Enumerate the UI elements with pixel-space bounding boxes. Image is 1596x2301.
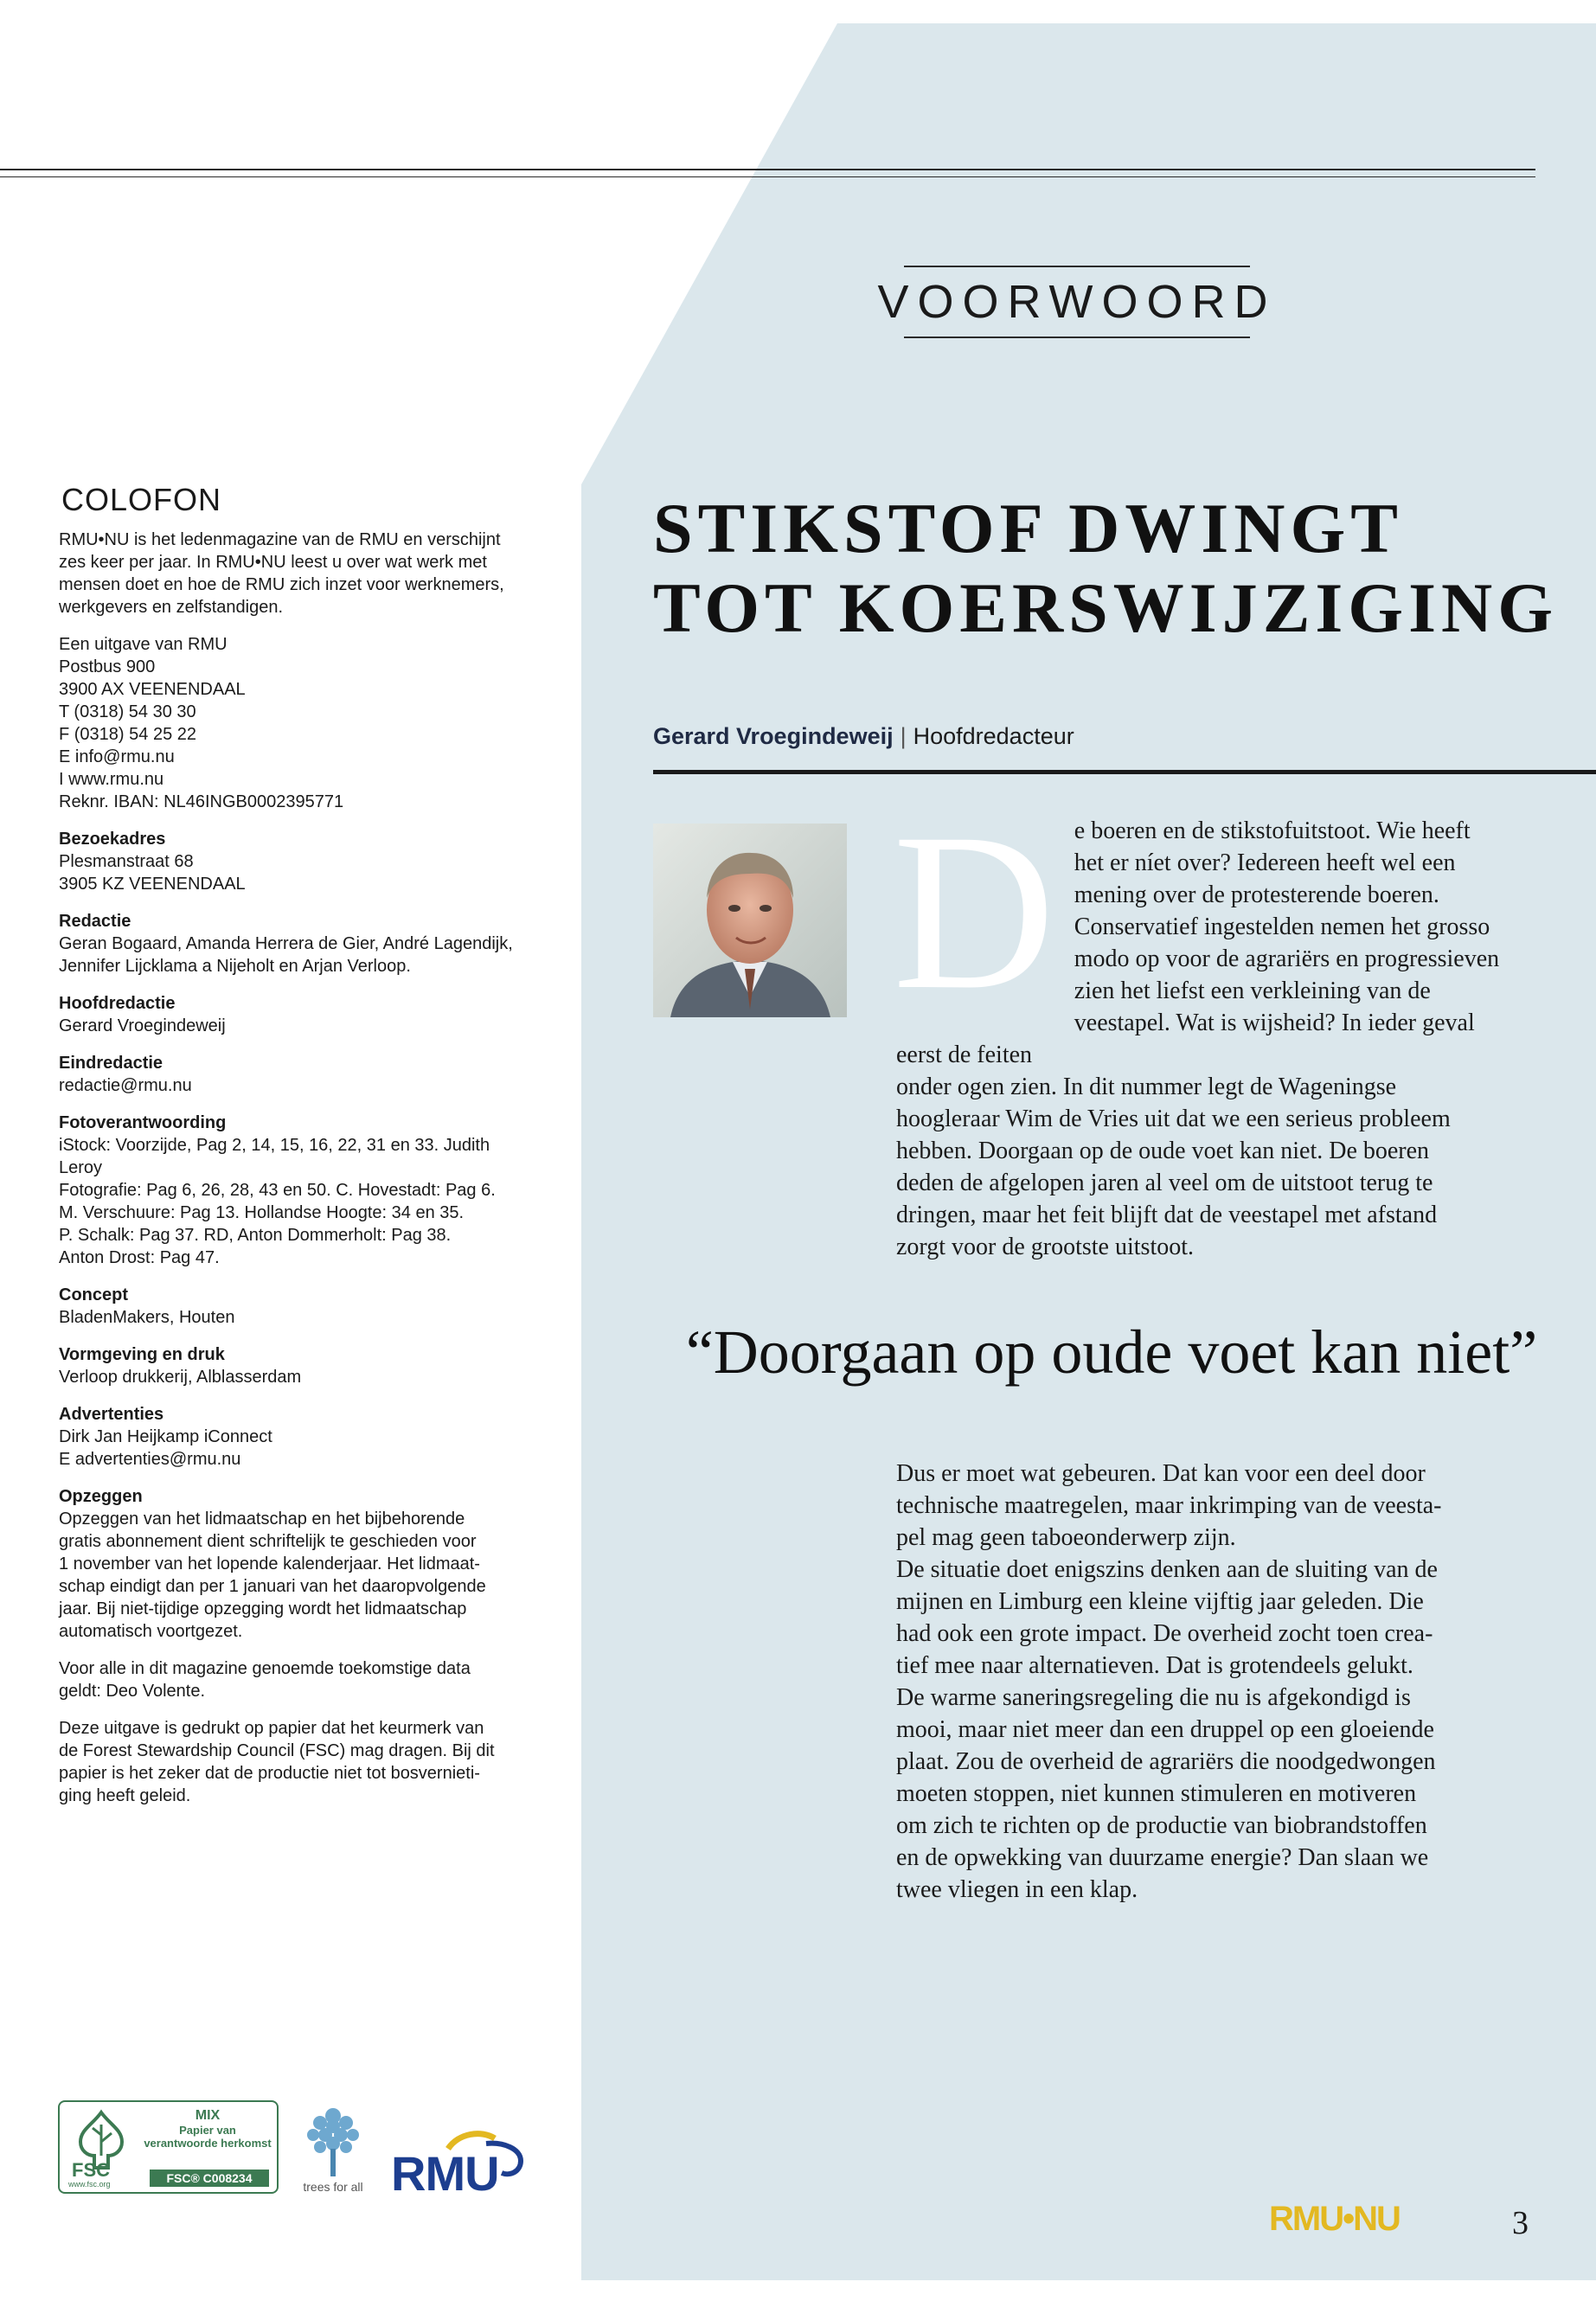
colofon-line: de Forest Stewardship Council (FSC) mag dragen. Bij dit	[59, 1741, 495, 1760]
byline	[653, 723, 1074, 750]
text-line: Dus er moet wat gebeuren. Dat kan voor een deel door	[896, 1460, 1426, 1487]
colofon-line: M. Verschuure: Pag 13. Hollandse Hoogte: 34 en 35.	[59, 1203, 465, 1222]
colofon-section-label: Opzeggen	[59, 1487, 143, 1506]
colofon-line: Deze uitgave is gedrukt op papier dat het keurmerk van	[59, 1719, 484, 1738]
colofon-section-label: Hoofdredactie	[59, 994, 176, 1013]
colofon-line: Reknr. IBAN: NL46INGB0002395771	[59, 792, 344, 811]
colofon-title: COLOFON	[61, 482, 222, 517]
text-line: om zich te richten op de productie van biobrandstoffen	[896, 1812, 1427, 1839]
colofon-section	[59, 992, 526, 1037]
text-line: pel mag geen taboeonderwerp zijn.	[896, 1524, 1236, 1551]
colofon-website-link[interactable]: I www.rmu.nu	[59, 770, 164, 789]
colofon-line: Voor alle in dit magazine genoemde toekomstige data	[59, 1659, 471, 1678]
colofon-section-label: Vormgeving en druk	[59, 1345, 225, 1364]
colofon-line: Opzeggen van het lidmaatschap en het bijbehorende	[59, 1509, 465, 1529]
colofon-line: 3905 KZ VEENENDAAL	[59, 875, 246, 894]
section-label	[877, 266, 1277, 338]
text-line: De warme saneringsregeling die nu is afgekondigd is	[896, 1684, 1411, 1711]
colofon-sections	[59, 828, 526, 1643]
byline-rule	[653, 770, 1596, 774]
article-headline	[653, 489, 1561, 648]
byline-separator: |	[900, 723, 907, 749]
text-line: dringen, maar het feit blijft dat de veestapel met afstand	[896, 1202, 1438, 1228]
colofon-line: automatisch voortgezet.	[59, 1622, 243, 1641]
text-line: en de opwekking van duurzame energie? Dan slaan we	[896, 1844, 1429, 1871]
author-portrait	[653, 824, 847, 1017]
rmunu-logo: RMU•NU	[1269, 2200, 1400, 2238]
colofon-line: RMU•NU is het ledenmagazine van de RMU en verschijnt	[59, 530, 501, 549]
colofon-line: gratis abonnement dient schriftelijk te geschieden voor	[59, 1532, 477, 1551]
colofon-line: iStock: Voorzijde, Pag 2, 14, 15, 16, 22, 31 en 33. Judith Leroy	[59, 1136, 490, 1177]
text-line: e boeren en de stikstofuitstoot. Wie heeft	[1074, 817, 1471, 844]
fsc-text-1: Papier van	[179, 2124, 236, 2137]
text-line: veestapel. Wat is wijsheid? In ieder geval eerst de feiten	[896, 1009, 1475, 1068]
text-line: het er níet over? Iedereen heeft wel een	[1074, 849, 1456, 876]
headline-line-2: TOT KOERSWIJZIGING	[653, 568, 1558, 647]
text-line: onder ogen zien. In dit nummer legt de Wageningse	[896, 1074, 1397, 1100]
colofon-line: Jennifer Lijcklama a Nijeholt en Arjan Verloop.	[59, 957, 411, 976]
fsc-code: FSC® C008234	[150, 2170, 269, 2187]
text-line: zien het liefst een verkleining van de	[1074, 977, 1431, 1004]
rmu-wordmark: RMU	[391, 2146, 499, 2201]
colofon-line: redactie@rmu.nu	[59, 1076, 192, 1095]
colofon-line: 1 november van het lopende kalenderjaar. Het lidmaat-	[59, 1554, 480, 1574]
author-role: Hoofdredacteur	[913, 723, 1074, 749]
section-title: VOORWOORD	[877, 276, 1277, 328]
fsc-mix: MIX	[195, 2108, 221, 2123]
colofon-line: ging heeft geleid.	[59, 1786, 191, 1805]
rmu-logo	[391, 2126, 529, 2201]
text-line: zorgt voor de grootste uitstoot.	[896, 1234, 1194, 1260]
colofon-section	[59, 1343, 526, 1388]
fsc-text-2: verantwoorde herkomst	[144, 2137, 272, 2150]
colofon-line: Geran Bogaard, Amanda Herrera de Gier, André Lagendijk,	[59, 934, 513, 953]
header-rule	[0, 169, 1535, 170]
colofon-line: werkgevers en zelfstandigen.	[59, 598, 284, 617]
colofon-section	[59, 1112, 526, 1269]
colofon-section	[59, 1052, 526, 1097]
page-number: 3	[1512, 2205, 1529, 2241]
colofon-section-label: Eindredactie	[59, 1054, 163, 1073]
headline-line-1: STIKSTOF DWINGT	[653, 489, 1403, 567]
colofon-line: papier is het zeker dat de productie niet tot bosvernieti-	[59, 1764, 480, 1783]
colofon-line: BladenMakers, Houten	[59, 1308, 235, 1327]
pull-quote: “Doorgaan op oude voet kan niet”	[685, 1317, 1538, 1387]
colofon-line: Postbus 900	[59, 657, 156, 676]
colofon-note	[59, 1657, 526, 1702]
trees-caption: trees for all	[303, 2180, 363, 2194]
text-line: mening over de protesterende boeren.	[1074, 881, 1439, 908]
text-line: hebben. Doorgaan op de oude voet kan niet. De boeren	[896, 1138, 1430, 1164]
text-line: deden de afgelopen jaren al veel om de uitstoot terug te	[896, 1170, 1433, 1196]
colofon-line: Dirk Jan Heijkamp iConnect	[59, 1427, 272, 1446]
header-rule-thin	[0, 176, 1535, 177]
colofon-section-label: Advertenties	[59, 1405, 164, 1424]
text-line: hoogleraar Wim de Vries uit dat we een serieus probleem	[896, 1106, 1451, 1132]
text-line: technische maatregelen, maar inkrimping van de veesta-	[896, 1492, 1442, 1519]
fsc-name: FSC	[72, 2159, 110, 2181]
colofon-line: geldt: Deo Volente.	[59, 1682, 206, 1701]
colofon-section	[59, 1284, 526, 1329]
colofon-line: mensen doet en hoe de RMU zich inzet voor werknemers,	[59, 575, 504, 594]
colofon-intro	[59, 529, 526, 619]
drop-cap: D	[893, 787, 1055, 1036]
text-line: Conservatief ingestelden nemen het grosso	[1074, 913, 1490, 940]
colofon-email-link[interactable]: E info@rmu.nu	[59, 747, 175, 766]
text-line: plaat. Zou de overheid de agrariërs die noodgedwongen	[896, 1748, 1436, 1775]
text-line: tief mee naar alternatieven. Dat is grotendeels gelukt.	[896, 1652, 1413, 1679]
colofon-line: Fotografie: Pag 6, 26, 28, 43 en 50. C. Hovestadt: Pag 6.	[59, 1181, 496, 1200]
colofon-line: Anton Drost: Pag 47.	[59, 1248, 220, 1267]
fsc-mix-label	[143, 2109, 272, 2150]
text-line: moeten stoppen, niet kunnen stimuleren en motiveren	[896, 1780, 1417, 1807]
colofon-line: E advertenties@rmu.nu	[59, 1450, 241, 1469]
text-line: had ook een grote impact. De overheid zocht toen crea-	[896, 1620, 1433, 1647]
author-name: Gerard Vroegindeweij	[653, 723, 894, 749]
text-line: mijnen en Limburg een kleine vijftig jaar geleden. Die	[896, 1588, 1424, 1615]
colofon-line: 3900 AX VEENENDAAL	[59, 680, 246, 699]
colofon-section	[59, 1485, 526, 1643]
text-line: De situatie doet enigszins denken aan de sluiting van de	[896, 1556, 1438, 1583]
text-line: twee vliegen in een klap.	[896, 1876, 1138, 1903]
colofon-notes	[59, 1657, 526, 1807]
colofon	[59, 482, 526, 1822]
colofon-line: T (0318) 54 30 30	[59, 702, 196, 721]
colofon-section	[59, 828, 526, 895]
colofon-line: P. Schalk: Pag 37. RD, Anton Dommerholt: Pag 38.	[59, 1226, 452, 1245]
colofon-line: F (0318) 54 25 22	[59, 725, 196, 744]
article-intro	[893, 787, 1502, 1263]
colofon-note	[59, 1717, 526, 1807]
colofon-line: Een uitgave van RMU	[59, 635, 228, 654]
colofon-line: Plesmanstraat 68	[59, 852, 194, 871]
colofon-publisher	[59, 633, 526, 813]
fsc-url: www.fsc.org	[68, 2180, 111, 2189]
colofon-line: schap eindigt dan per 1 januari van het daaropvolgende	[59, 1577, 486, 1596]
colofon-section-label: Bezoekadres	[59, 830, 166, 849]
fsc-logo	[58, 2100, 279, 2194]
tree-icon	[294, 2100, 372, 2180]
colofon-line: Verloop drukkerij, Alblasserdam	[59, 1368, 302, 1387]
article-continuation	[896, 1458, 1503, 1906]
colofon-line: zes keer per jaar. In RMU•NU leest u over wat werk met	[59, 553, 487, 572]
colofon-section	[59, 1403, 526, 1471]
trees-for-all-logo	[294, 2100, 372, 2195]
portrait-illustration	[653, 824, 847, 1017]
text-line: mooi, maar niet meer dan een druppel op een gloeiende	[896, 1716, 1434, 1743]
continuation-text	[896, 1458, 1503, 1906]
colofon-section-label: Redactie	[59, 912, 131, 931]
colofon-line: jaar. Bij niet-tijdige opzegging wordt het lidmaatschap	[59, 1599, 467, 1618]
colofon-line: Gerard Vroegindeweij	[59, 1016, 226, 1035]
colofon-section	[59, 910, 526, 977]
colofon-section-label: Concept	[59, 1285, 128, 1304]
text-line: modo op voor de agrariërs en progressieven	[1074, 945, 1500, 972]
colofon-section-label: Fotoverantwoording	[59, 1113, 227, 1132]
